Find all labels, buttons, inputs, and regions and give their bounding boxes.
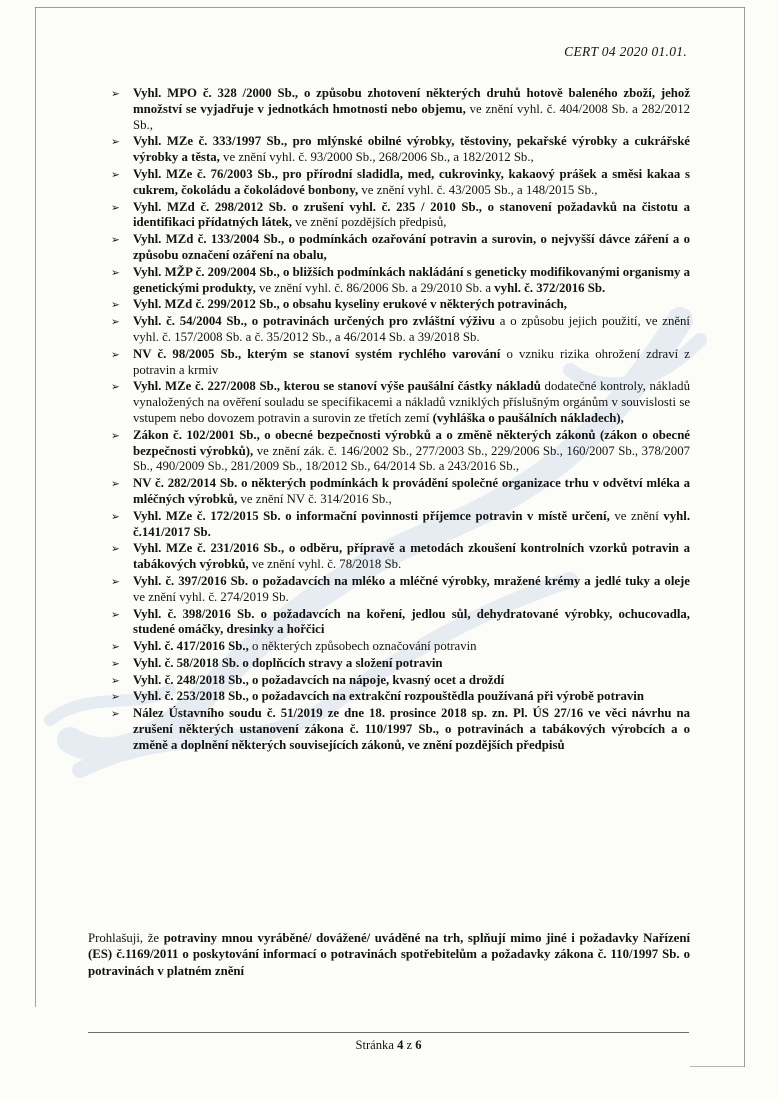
arrow-bullet-icon: ➢ (111, 316, 120, 329)
arrow-bullet-icon: ➢ (111, 657, 120, 670)
text-run: vyhl. č. 372/2016 Sb. (494, 280, 606, 295)
text-run: (vyhláška o paušálních nákladech), (432, 410, 624, 425)
text-run: Vyhl. č. 248/2018 Sb., o požadavcích na nápoje, kvasný ocet a droždí (133, 672, 505, 687)
text-run: ve znění vyhl. č. 43/2005 Sb., a 148/2015 Sb., (358, 182, 598, 197)
text-run: ve znění vyhl. č. 78/2018 Sb. (248, 557, 402, 572)
scan-edge-top (35, 7, 745, 8)
text-run: Vyhl. č. 397/2016 Sb. o požadavcích na mléko a mléčné výrobky, mražené krémy a jedlé tuky a oleje (133, 573, 690, 588)
list-item (110, 314, 690, 346)
arrow-bullet-icon: ➢ (111, 608, 120, 621)
list-item (110, 428, 690, 475)
text-run: Vyhl. č. 58/2018 Sb. o doplňcích stravy a složení potravin (133, 655, 443, 670)
list-item (110, 347, 690, 379)
text-run: z (403, 1038, 416, 1052)
text-run: ve znění zák. č. 146/2002 Sb., 277/2003 Sb., 229/2006 Sb., 160/2007 Sb., 378/2007 Sb., 490/2009 Sb., 281/2009 Sb., 18/2012 Sb., 64/2014 Sb. a 243/2016 Sb., (133, 443, 690, 474)
text-run: Prohlašuji, že (88, 931, 164, 945)
list-item (110, 574, 690, 606)
text-run: Vyhl. MZe č. 333/1997 Sb., pro mlýnské obilné výrobky, těstoviny, pekařské výrobky a cukrářské výrobky a těsta, (133, 134, 690, 165)
arrow-bullet-icon: ➢ (111, 543, 120, 556)
text-run: a o způsobu jejich použití, ve znění vyhl. č. 157/2008 Sb. a č. 35/2012 Sb., a 46/2014 Sb. a 39/2018 Sb. (133, 314, 690, 344)
list-item (110, 476, 690, 508)
list-item (110, 689, 690, 705)
arrow-bullet-icon: ➢ (111, 641, 120, 654)
regulation-list (110, 86, 690, 755)
arrow-bullet-icon: ➢ (111, 381, 120, 394)
declaration-paragraph (88, 930, 690, 979)
text-run: Vyhl. MZd č. 298/2012 Sb. o zrušení vyhl. č. 235 / 2010 Sb., o stanovení požadavků na čistotu a identifikaci přídatných látek, (133, 199, 690, 230)
list-item (110, 134, 690, 166)
text-run: potraviny mnou vyráběné/ dovážené/ uváděné na trh, splňují mimo jiné i požadavky Nařízení (ES) č.1169/2011 o poskytování informací o potravinách spotřebitelům a požadavky zákona č. 110/1997 Sb. o potravinách v platném znění (88, 931, 691, 978)
text-run: ve znění NV č. 314/2016 Sb., (237, 491, 392, 506)
list-item (110, 265, 690, 297)
text-run: Vyhl. č. 398/2016 Sb. o požadavcích na koření, jedlou sůl, dehydratované výrobky, ochucovadla, studené omáčky, dresinky a hořčici (133, 606, 690, 637)
scan-edge-bottom (690, 1066, 745, 1067)
arrow-bullet-icon: ➢ (111, 510, 120, 523)
text-run: Vyhl. MZd č. 133/2004 Sb., o podmínkách ozařování potravin a surovin, o nejvyšší dávce záření a o způsobu označení ozáření na obalu, (133, 232, 690, 262)
list-item (110, 379, 690, 426)
list-item (110, 509, 690, 541)
document-header (564, 44, 687, 60)
text-run: ve znění (609, 508, 664, 523)
list-item (110, 656, 690, 672)
text-run: Vyhl. MZe č. 172/2015 Sb. o informační povinnosti příjemce potravin v místě určení, (133, 508, 610, 523)
list-item (110, 639, 690, 655)
text-run: o vzniku rizika ohrožení zdraví z potravin a krmiv (133, 346, 690, 377)
list-item (110, 232, 690, 264)
text-run: Vyhl. č. 54/2004 Sb., o potravinách určených pro zvláštní výživu (133, 314, 496, 329)
text-run: NV č. 282/2014 Sb. o některých podmínkách k provádění společné organizace trhu v odvětví mléka a mléčných výrobků, (133, 476, 690, 506)
text-run: Vyhl. MZe č. 231/2016 Sb., o odběru, přípravě a metodách zkoušení kontrolních vzorků potravin a tabákových výrobků, (133, 541, 690, 572)
text-run: o některých způsobech označování potravin (248, 639, 477, 654)
list-item (110, 297, 690, 313)
text-run: NV č. 98/2005 Sb., kterým se stanoví systém rychlého varování (133, 346, 501, 361)
list-item (110, 607, 690, 639)
arrow-bullet-icon: ➢ (111, 266, 120, 279)
text-run: 6 (415, 1038, 422, 1052)
arrow-bullet-icon: ➢ (111, 88, 120, 100)
arrow-bullet-icon: ➢ (111, 575, 120, 588)
arrow-bullet-icon: ➢ (111, 348, 120, 361)
arrow-bullet-icon: ➢ (111, 168, 120, 181)
text-run: ve znění vyhl. č. 404/2008 Sb. a 282/2012 Sb., (133, 101, 691, 132)
page-number (88, 1033, 689, 1053)
page-footer (88, 1032, 689, 1053)
list-item (110, 86, 690, 133)
text-run: Vyhl. MZe č. 227/2008 Sb., kterou se stanoví výše paušální částky nákladů (133, 379, 541, 394)
text-run: Vyhl. MPO č. 328 /2000 Sb., o způsobu zhotovení některých druhů hotově baleného zboží, jehož množství se vyjadřuje v jednotkách hmotnosti nebo objemu, (133, 86, 690, 116)
text-run: vyhl. č.141/2017 Sb. (133, 508, 691, 539)
text-run: ve znění vyhl. č. 274/2019 Sb. (133, 589, 289, 604)
text-run: Zákon č. 102/2001 Sb., o obecné bezpečnosti výrobků a o změně některých zákonů (zákon o obecné bezpečnosti výrobků), (133, 427, 690, 458)
arrow-bullet-icon: ➢ (111, 674, 120, 687)
arrow-bullet-icon: ➢ (111, 234, 120, 247)
list-item (110, 673, 690, 689)
text-run: Stránka (355, 1038, 398, 1052)
text-run: Vyhl. č. 417/2016 Sb., (133, 639, 249, 654)
list-item (110, 200, 690, 232)
list-item (110, 706, 690, 753)
text-run: 4 (397, 1038, 404, 1052)
text-run: ve znění pozdějších předpisů, (291, 215, 447, 230)
text-run: Nález Ústavního soudu č. 51/2019 ze dne 18. prosince 2018 sp. zn. Pl. ÚS 27/16 ve věci návrhu na zrušení některých ustanovení zákona č. 110/1997 Sb., o potravinách a tabákových výrobcích a o změně a doplnění některých souvisejících zákonů, ve znění pozdějších předpisů (133, 706, 690, 752)
text-run: ve znění vyhl. č. 93/2000 Sb., 268/2006 Sb., a 182/2012 Sb., (219, 150, 534, 165)
text-run: Vyhl. MZd č. 299/2012 Sb., o obsahu kyseliny erukové v některých potravinách, (133, 297, 567, 312)
arrow-bullet-icon: ➢ (111, 201, 120, 214)
text-run: dodatečné kontroly, nákladů vynaložených na ověření souladu se specifikacemi a nákladů vzniklých příslušným orgánům v souvislosti se vstupem nebo dovozem potravin a surovin ze třetích zemí (133, 379, 690, 425)
arrow-bullet-icon: ➢ (111, 708, 120, 721)
arrow-bullet-icon: ➢ (111, 299, 120, 312)
text-run: Vyhl. MZe č. 76/2003 Sb., pro přírodní sladidla, med, cukrovinky, kakaový prášek a směsi kakaa s cukrem, čokoládu a čokoládové bonbony, (133, 166, 690, 197)
arrow-bullet-icon: ➢ (111, 691, 120, 704)
list-item (110, 167, 690, 199)
scan-edge-right (744, 7, 745, 1067)
arrow-bullet-icon: ➢ (111, 478, 120, 491)
text-run: Vyhl. č. 253/2018 Sb., o požadavcích na extrakční rozpouštědla používaná při výrobě potravin (133, 689, 644, 704)
text-run: ve znění vyhl. č. 86/2006 Sb. a 29/2010 Sb. a (255, 280, 495, 295)
header-code: CERT 04 2020 01.01. (564, 44, 687, 59)
list-item (110, 541, 690, 573)
text-run: Vyhl. MŽP č. 209/2004 Sb., o bližších podmínkách nakládání s geneticky modifikovanými organismy a genetickými produkty, (133, 264, 690, 295)
arrow-bullet-icon: ➢ (111, 136, 120, 149)
scan-edge-left (35, 7, 36, 1007)
arrow-bullet-icon: ➢ (111, 429, 120, 442)
